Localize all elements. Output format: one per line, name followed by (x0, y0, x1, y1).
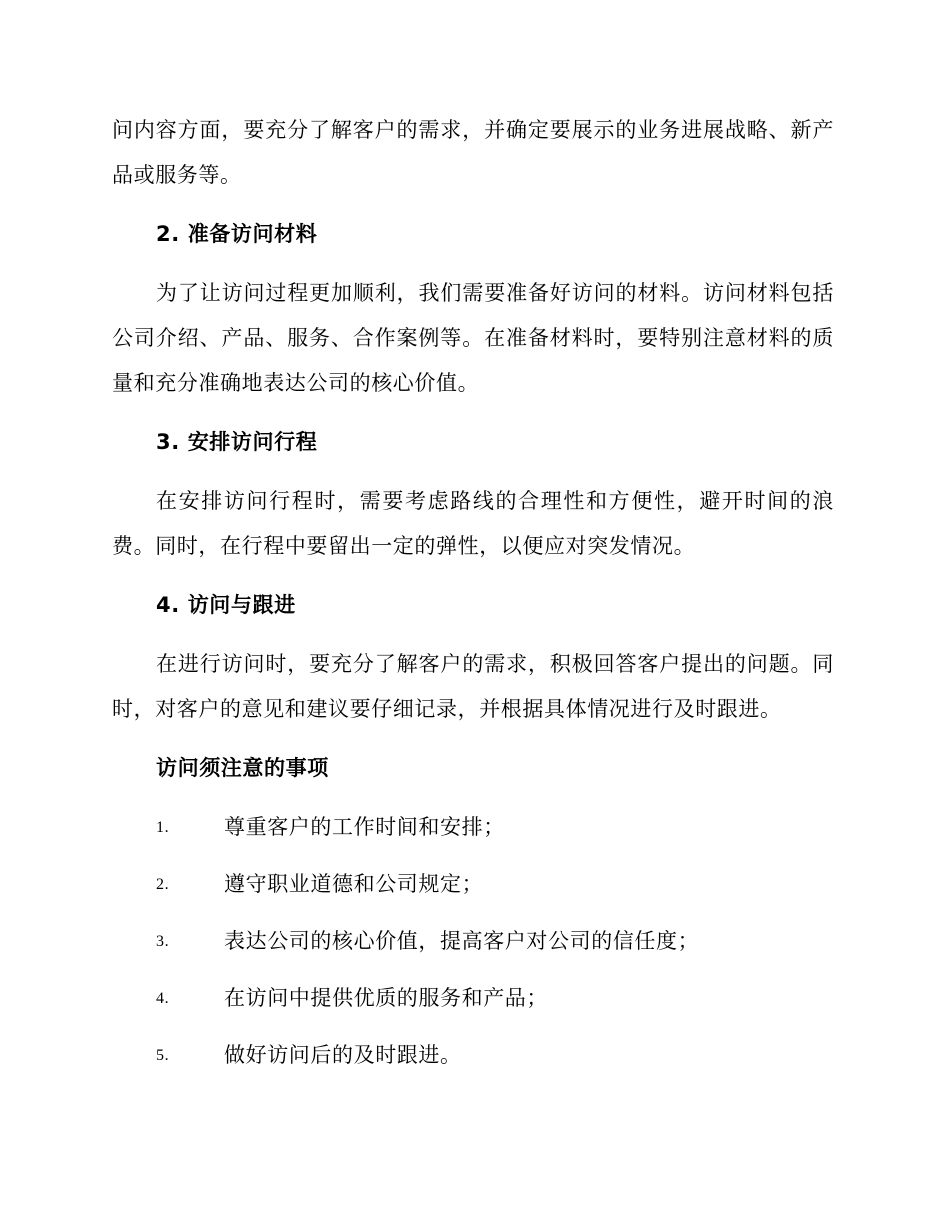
notes-heading: 访问须注意的事项 (156, 756, 329, 780)
list-item (112, 919, 834, 976)
list-item-number: 4. (156, 990, 170, 1007)
section-body-materials: 为了让访问过程更加顺利，我们需要准备好访问的材料。访问材料包括公司介绍、产品、服务、合作案例等。在准备材料时，要特别注意材料的质量和充分准确地表达公司的核心价值。 (112, 281, 834, 395)
list-item-number: 1. (156, 819, 170, 836)
list-item-text: 表达公司的核心价值，提高客户对公司的信任度； (224, 929, 700, 953)
notes-list (112, 805, 834, 1090)
list-item-text: 做好访问后的及时跟进。 (224, 1043, 462, 1067)
list-item-number: 5. (156, 1047, 170, 1064)
section-body-followup: 在进行访问时，要充分了解客户的需求，积极回答客户提出的问题。同时，对客户的意见和建议要仔细记录，并根据具体情况进行及时跟进。 (112, 652, 834, 721)
section-heading-schedule: 3. 安排访问行程 (156, 430, 318, 454)
list-item (112, 805, 834, 862)
list-item-text: 尊重客户的工作时间和安排； (224, 815, 505, 839)
intro-paragraph: 问内容方面，要充分了解客户的需求，并确定要展示的业务进展战略、新产品或服务等。 (112, 118, 834, 187)
section-heading-followup: 4. 访问与跟进 (156, 593, 296, 617)
list-item (112, 976, 834, 1033)
list-item-text: 遵守职业道德和公司规定； (224, 872, 484, 896)
document-body (112, 108, 834, 1090)
list-item-number: 2. (156, 876, 170, 893)
section-heading-materials: 2. 准备访问材料 (156, 222, 318, 246)
list-item (112, 862, 834, 919)
list-item (112, 1033, 834, 1090)
list-item-text: 在访问中提供优质的服务和产品； (224, 986, 548, 1010)
list-item-number: 3. (156, 933, 170, 950)
section-body-schedule: 在安排访问行程时，需要考虑路线的合理性和方便性，避开时间的浪费。同时，在行程中要留出一定的弹性，以便应对突发情况。 (112, 489, 834, 558)
